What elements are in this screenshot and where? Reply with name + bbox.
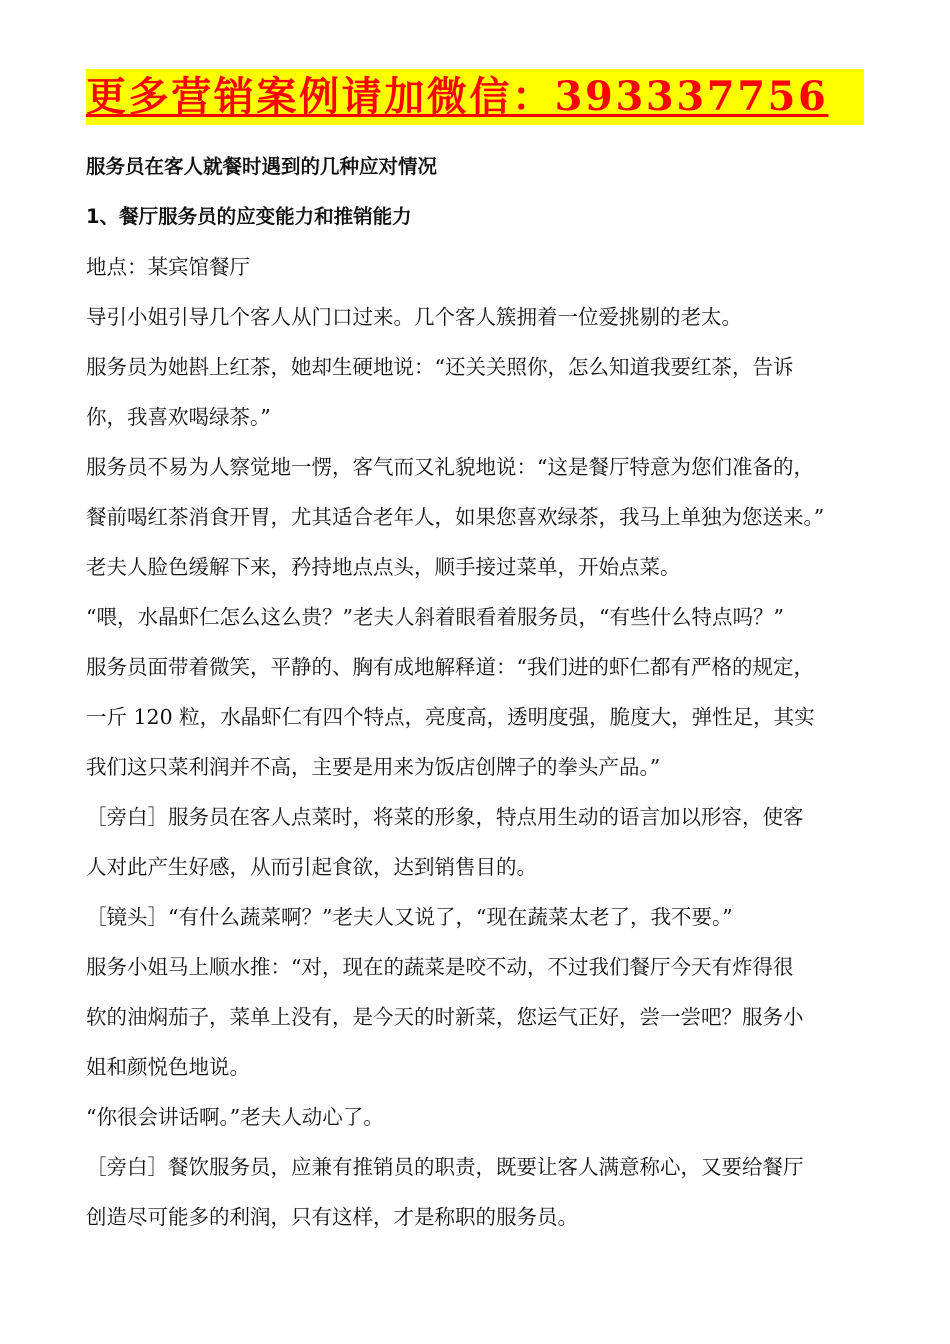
paragraph-line: 创造尽可能多的利润，只有这样，才是称职的服务员。	[86, 1205, 578, 1229]
paragraph-line: 服务员不易为人察觉地一愣，客气而又礼貌地说：“这是餐厅特意为您们准备的，	[86, 455, 814, 479]
paragraph	[86, 792, 866, 892]
paragraph-line: 服务员面带着微笑，平静的、胸有成地解释道：“我们进的虾仁都有严格的规定，	[86, 655, 814, 679]
paragraph-line: ［旁白］服务员在客人点菜时，将菜的形象，特点用生动的语言加以形容，使客	[86, 805, 804, 829]
paragraph-line: 餐前喝红茶消食开胃，尤其适合老年人，如果您喜欢绿茶，我马上单独为您送来。”	[86, 505, 825, 529]
paragraph-line: 导引小姐引导几个客人从门口过来。几个客人簇拥着一位爱挑剔的老太。	[86, 305, 742, 329]
paragraph-line: 人对此产生好感，从而引起食欲，达到销售目的。	[86, 855, 537, 879]
paragraph-line: ［旁白］餐饮服务员，应兼有推销员的职责，既要让客人满意称心，又要给餐厅	[86, 1155, 804, 1179]
paragraph-line: 我们这只菜利润并不高，主要是用来为饭店创牌子的拳头产品。”	[86, 755, 661, 779]
promo-banner: 更多营销案例请加微信：393337756	[86, 69, 864, 125]
paragraph	[86, 292, 866, 342]
paragraph	[86, 642, 866, 792]
paragraph-line: “你很会讲话啊。”老夫人动心了。	[86, 1105, 384, 1129]
paragraph	[86, 592, 866, 642]
paragraph	[86, 942, 866, 1092]
document-title: 服务员在客人就餐时遇到的几种应对情况	[86, 155, 438, 178]
paragraph-list	[86, 242, 866, 1242]
paragraph-line: 一斤 120 粒，水晶虾仁有四个特点，亮度高，透明度强，脆度大，弹性足，其实	[86, 705, 815, 729]
paragraph-line: 你，我喜欢喝绿茶。”	[86, 405, 271, 429]
paragraph	[86, 342, 866, 442]
paragraph	[86, 1142, 866, 1242]
paragraph-line: 地点：某宾馆餐厅	[86, 255, 250, 279]
paragraph-line: 软的油焖茄子，菜单上没有，是今天的时新菜，您运气正好，尝一尝吧？服务小	[86, 1005, 804, 1029]
document-body	[86, 142, 866, 1242]
paragraph	[86, 1092, 866, 1142]
paragraph-line: 姐和颜悦色地说。	[86, 1055, 250, 1079]
paragraph	[86, 442, 866, 592]
paragraph-line: 老夫人脸色缓解下来，矜持地点点头，顺手接过菜单，开始点菜。	[86, 555, 681, 579]
paragraph	[86, 892, 866, 942]
paragraph-line: 服务员为她斟上红茶，她却生硬地说：“还关关照你，怎么知道我要红茶，告诉	[86, 355, 794, 379]
paragraph-line: ［镜头］“有什么蔬菜啊？”老夫人又说了，“现在蔬菜太老了，我不要。”	[86, 905, 733, 929]
paragraph-line: “喂，水晶虾仁怎么这么贵？”老夫人斜着眼看着服务员，“有些什么特点吗？”	[86, 605, 784, 629]
paragraph	[86, 242, 866, 292]
section-heading: 1、餐厅服务员的应变能力和推销能力	[86, 205, 412, 228]
paragraph-line: 服务小姐马上顺水推：“对，现在的蔬菜是咬不动，不过我们餐厅今天有炸得很	[86, 955, 794, 979]
